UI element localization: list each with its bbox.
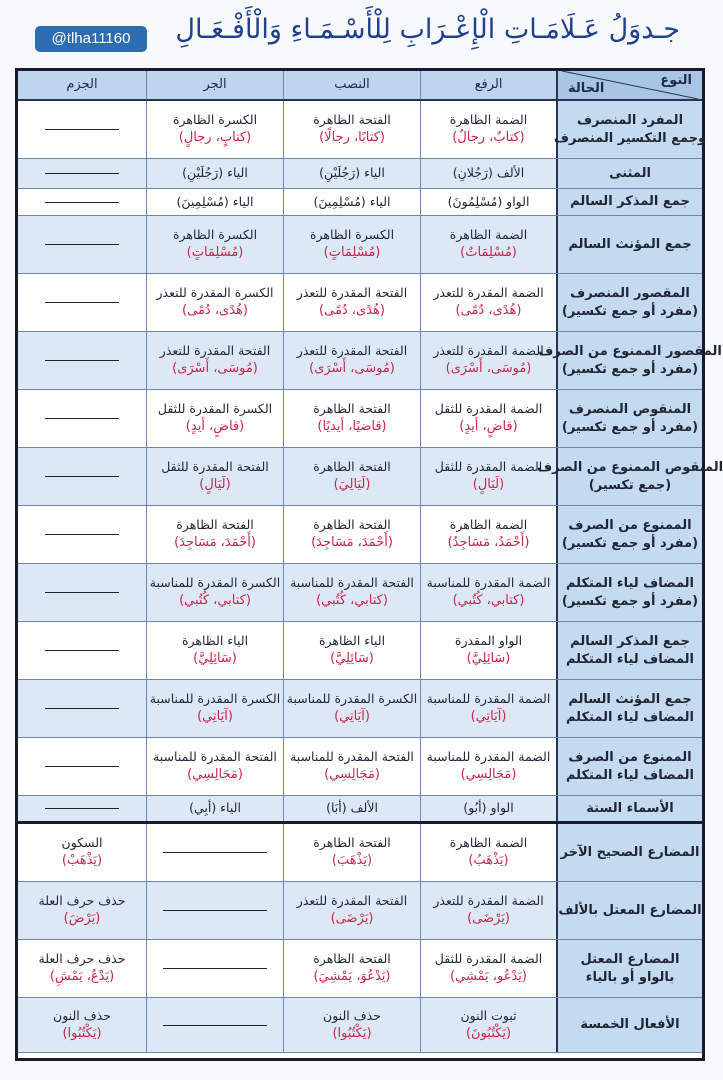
row-type-cell xyxy=(556,189,702,215)
jarr-example: (قاضٍ، أيدٍ) xyxy=(185,419,245,435)
jazm-cell xyxy=(18,101,146,158)
row-type-label: المقصور المنصرف xyxy=(570,285,690,301)
nasb-sign: الفتحة الظاهرة xyxy=(313,835,391,851)
not-applicable-dash xyxy=(163,910,267,911)
row-type-label: جمع المذكر السالم xyxy=(570,633,690,649)
jarr-cell xyxy=(146,622,283,679)
jarr-sign: الياء (رَجُلَيْنِ) xyxy=(182,165,248,181)
row-type-label: الأفعال الخمسة xyxy=(580,1017,680,1033)
table-row xyxy=(18,564,702,622)
row-type-cell xyxy=(556,390,702,447)
jarr-sign: الياء (أبِي) xyxy=(189,800,241,816)
jazm-cell xyxy=(18,622,146,679)
row-type-label: المضاف لياء المتكلم xyxy=(565,767,695,783)
jarr-example: (كتابي، كُتُبي) xyxy=(179,593,251,609)
row-type-label: جمع المؤنث السالم xyxy=(568,236,692,252)
nasb-sign: الفتحة المقدرة للتعذر xyxy=(296,285,408,301)
jarr-example: (سَائِلِيَّ) xyxy=(193,651,237,667)
nasb-example: (قاضيًا، أيديًا) xyxy=(317,419,387,435)
nasb-cell xyxy=(283,159,420,188)
row-type-cell xyxy=(556,506,702,563)
row-type-label: المنقوص الممنوع من الصرف xyxy=(536,459,723,475)
row-type-cell xyxy=(556,998,702,1052)
row-type-cell xyxy=(556,274,702,331)
nasb-sign: الفتحة المقدرة للمناسبة xyxy=(290,575,414,591)
not-applicable-dash xyxy=(45,592,119,593)
row-type-cell xyxy=(556,564,702,621)
not-applicable-dash xyxy=(45,650,119,651)
jarr-sign: الفتحة المقدرة للتعذر xyxy=(159,343,271,359)
nasb-example: (كتابي، كُتُبي) xyxy=(316,593,388,609)
header-split xyxy=(562,71,698,99)
nasb-sign: حذف النون xyxy=(323,1007,381,1023)
jarr-cell xyxy=(146,564,283,621)
nasb-cell xyxy=(283,390,420,447)
jazm-sign: حذف النون xyxy=(53,1007,111,1023)
row-type-label: الممنوع من الصرف xyxy=(568,749,692,765)
nasb-cell xyxy=(283,680,420,737)
nasb-cell xyxy=(283,506,420,563)
jazm-sign: السكون xyxy=(61,835,103,851)
not-applicable-dash xyxy=(45,808,119,809)
table-row xyxy=(18,882,702,940)
nasb-sign: الكسرة الظاهرة xyxy=(309,227,395,243)
row-type-cell xyxy=(556,796,702,821)
row-type-cell xyxy=(556,680,702,737)
raf-sign: الضمة المقدرة للثقل xyxy=(434,951,543,967)
jazm-example: (يَدْعُ، يَمْشِ) xyxy=(49,969,115,985)
nasb-cell xyxy=(283,882,420,939)
raf-cell xyxy=(420,564,556,621)
nasb-example: (سَائِلِيَّ) xyxy=(330,651,374,667)
table-row xyxy=(18,274,702,332)
nasb-example: (مَجَالِسِي) xyxy=(324,767,380,783)
row-type-label: الممنوع من الصرف xyxy=(568,517,692,533)
nasb-cell xyxy=(283,738,420,795)
jazm-cell xyxy=(18,824,146,881)
row-type-label: (مفرد أو جمع تكسير) xyxy=(561,303,699,319)
raf-example: (أَحْمَدُ، مَسَاجِدُ) xyxy=(447,535,530,551)
account-handle-badge: @tlha11160 xyxy=(35,26,147,52)
raf-sign: الضمة الظاهرة xyxy=(449,835,528,851)
jarr-cell xyxy=(146,882,283,939)
jarr-cell xyxy=(146,274,283,331)
raf-cell xyxy=(420,998,556,1052)
row-type-label: المنقوص المنصرف xyxy=(568,401,692,417)
table-row xyxy=(18,796,702,824)
jarr-cell xyxy=(146,101,283,158)
raf-sign: الضمة المقدرة للثقل xyxy=(434,401,543,417)
jazm-cell xyxy=(18,738,146,795)
jazm-cell xyxy=(18,998,146,1052)
jarr-sign: الكسرة المقدرة للتعذر xyxy=(156,285,274,301)
row-type-label: بالواو أو بالياء xyxy=(585,969,675,985)
raf-example: (هُدًى، دُمًى) xyxy=(455,303,522,319)
raf-example: (مُسْلِمَاتٌ) xyxy=(460,245,517,261)
jarr-cell xyxy=(146,216,283,273)
grammar-table xyxy=(15,68,723,1061)
nasb-example: (يَكْتُبُوا) xyxy=(332,1025,372,1041)
jazm-cell xyxy=(18,448,146,505)
nasb-cell xyxy=(283,332,420,389)
nasb-sign: الياء (مُسْلِمِينَ) xyxy=(313,193,391,209)
nasb-sign: الفتحة المقدرة للمناسبة xyxy=(290,749,414,765)
raf-sign: الضمة الظاهرة xyxy=(449,227,528,243)
raf-cell xyxy=(420,940,556,997)
nasb-sign: الياء (رَجُلَيْنِ) xyxy=(319,165,385,181)
not-applicable-dash xyxy=(45,129,119,130)
row-type-label: جمع المؤنث السالم xyxy=(568,691,692,707)
jarr-example: (مُوسَى، أَسْرَى) xyxy=(172,361,258,377)
header-type-label: النوع xyxy=(660,73,692,88)
nasb-sign: الفتحة الظاهرة xyxy=(313,951,391,967)
nasb-sign: الياء الظاهرة xyxy=(318,633,386,649)
nasb-cell xyxy=(283,940,420,997)
jarr-cell xyxy=(146,332,283,389)
page-header xyxy=(0,0,720,66)
raf-sign: الواو (أبُو) xyxy=(463,800,514,816)
jazm-cell xyxy=(18,390,146,447)
raf-cell xyxy=(420,738,556,795)
not-applicable-dash xyxy=(45,202,119,203)
not-applicable-dash xyxy=(45,173,119,174)
jarr-sign: الياء الظاهرة xyxy=(181,633,249,649)
nasb-example: (هُدًى، دُمًى) xyxy=(319,303,385,319)
not-applicable-dash xyxy=(45,708,119,709)
row-type-label: المثنى xyxy=(609,165,651,181)
nasb-example: (يَدْعُوَ، يَمْشِيَ) xyxy=(313,969,391,985)
raf-sign: ثبوت النون xyxy=(460,1007,517,1023)
jazm-cell xyxy=(18,332,146,389)
jarr-example: (مَجَالِسِي) xyxy=(187,767,243,783)
nasb-cell xyxy=(283,564,420,621)
jarr-example: (مُسْلِمَاتٍ) xyxy=(186,245,244,261)
jarr-cell xyxy=(146,680,283,737)
nasb-sign: الفتحة الظاهرة xyxy=(313,112,391,128)
table-row xyxy=(18,390,702,448)
jarr-cell xyxy=(146,390,283,447)
nasb-sign: الكسرة المقدرة للمناسبة xyxy=(286,691,418,707)
raf-example: (قاضٍ، أيدٍ) xyxy=(459,419,518,435)
raf-sign: الضمة المقدرة للمناسبة xyxy=(426,749,551,765)
header-type-state xyxy=(556,71,702,99)
table-row xyxy=(18,940,702,998)
nasb-example: (كتابًا، رجالًا) xyxy=(319,130,385,146)
raf-sign: الضمة المقدرة للتعذر xyxy=(433,343,544,359)
raf-sign: الضمة المقدرة للمناسبة xyxy=(426,575,551,591)
raf-example: (كتابٌ، رجالٌ) xyxy=(452,130,525,146)
row-type-cell xyxy=(556,738,702,795)
row-type-label: المفرد المنصرف xyxy=(576,112,684,128)
raf-cell xyxy=(420,824,556,881)
raf-example: (يَذْهَبُ) xyxy=(468,853,509,869)
nasb-cell xyxy=(283,796,420,821)
raf-cell xyxy=(420,622,556,679)
row-type-label: (مفرد أو جمع تكسير) xyxy=(561,535,699,551)
jarr-cell xyxy=(146,998,283,1052)
header-state-label: الحالة xyxy=(568,81,605,97)
header-jazm: الجزم xyxy=(18,71,146,99)
nasb-cell xyxy=(283,622,420,679)
raf-sign: الضمة الظاهرة xyxy=(449,517,528,533)
row-type-label: (مفرد أو جمع تكسير) xyxy=(561,361,699,377)
jazm-example: (يَذْهَبْ) xyxy=(61,853,103,869)
not-applicable-dash xyxy=(163,1025,267,1026)
jazm-cell xyxy=(18,680,146,737)
raf-cell xyxy=(420,882,556,939)
nasb-example: (أَحْمَدَ، مَسَاجِدَ) xyxy=(311,535,393,551)
nasb-cell xyxy=(283,189,420,215)
raf-example: (يَكْتُبُونَ) xyxy=(465,1025,512,1041)
raf-cell xyxy=(420,390,556,447)
not-applicable-dash xyxy=(163,852,267,853)
raf-cell xyxy=(420,680,556,737)
raf-cell xyxy=(420,159,556,188)
jarr-sign: الكسرة الظاهرة xyxy=(172,227,258,243)
jazm-cell xyxy=(18,216,146,273)
table-header-row xyxy=(18,71,702,101)
row-type-cell xyxy=(556,940,702,997)
row-type-label: المضارع المعتل بالألف xyxy=(558,902,702,918)
jarr-example: (كتابٍ، رجالٍ) xyxy=(178,130,252,146)
jazm-sign: حذف حرف العلة xyxy=(38,893,126,909)
not-applicable-dash xyxy=(45,476,119,477)
jarr-example: (آيَاتِي) xyxy=(197,709,233,725)
raf-cell xyxy=(420,101,556,158)
header-jarr: الجر xyxy=(146,71,283,99)
header-nasb: النصب xyxy=(283,71,420,99)
jazm-cell xyxy=(18,159,146,188)
not-applicable-dash xyxy=(45,244,119,245)
not-applicable-dash xyxy=(45,360,119,361)
jazm-cell xyxy=(18,940,146,997)
nasb-cell xyxy=(283,998,420,1052)
raf-example: (مَجَالِسِي) xyxy=(460,767,517,783)
page-title: جـدوَلُ عَـلَامَـاتِ الْإِعْـرَابِ لِلْأَسْـمَـاءِ وَالْأَفْـعَـالِ xyxy=(175,14,680,45)
raf-cell xyxy=(420,448,556,505)
raf-sign: الضمة المقدرة للتعذر xyxy=(433,285,544,301)
raf-example: (كتابي، كُتُبي) xyxy=(452,593,525,609)
nasb-sign: الفتحة الظاهرة xyxy=(313,401,391,417)
row-type-cell xyxy=(556,622,702,679)
table-row xyxy=(18,824,702,882)
jarr-sign: الكسرة المقدرة للمناسبة xyxy=(149,691,281,707)
raf-example: (يَدْعُو، يَمْشِي) xyxy=(450,969,527,985)
jarr-sign: الفتحة المقدرة للمناسبة xyxy=(153,749,277,765)
jazm-sign: حذف حرف العلة xyxy=(38,951,126,967)
nasb-cell xyxy=(283,216,420,273)
raf-cell xyxy=(420,332,556,389)
raf-cell xyxy=(420,216,556,273)
nasb-example: (آيَاتِي) xyxy=(334,709,370,725)
jarr-example: (هُدًى، دُمًى) xyxy=(182,303,248,319)
nasb-cell xyxy=(283,274,420,331)
raf-sign: الضمة الظاهرة xyxy=(449,112,528,128)
row-type-label: المضاف لياء المتكلم xyxy=(565,575,695,591)
row-type-label: المضارع الصحيح الآخر xyxy=(560,844,700,860)
header-raf: الرفع xyxy=(420,71,556,99)
not-applicable-dash xyxy=(45,534,119,535)
row-type-label: المقصور الممنوع من الصرف xyxy=(538,343,722,359)
nasb-example: (يَذْهَبَ) xyxy=(331,853,373,869)
row-type-cell xyxy=(538,332,722,389)
jazm-cell xyxy=(18,506,146,563)
jazm-cell xyxy=(18,564,146,621)
raf-example: (لَيَالٍ) xyxy=(472,477,505,493)
row-type-label: (مفرد أو جمع تكسير) xyxy=(561,419,699,435)
nasb-example: (مُسْلِمَاتٍ) xyxy=(323,245,381,261)
table-row xyxy=(18,216,702,274)
jazm-cell xyxy=(18,796,146,821)
jarr-cell xyxy=(146,824,283,881)
raf-example: (مُوسَى، أَسْرَى) xyxy=(445,361,532,377)
jarr-sign: الفتحة الظاهرة xyxy=(176,517,254,533)
row-type-label: المضاف لياء المتكلم xyxy=(565,709,695,725)
jazm-example: (يَكْتُبُوا) xyxy=(62,1025,102,1041)
nasb-sign: الفتحة الظاهرة xyxy=(313,459,391,475)
nasb-sign: الفتحة المقدرة للتعذر xyxy=(296,343,408,359)
not-applicable-dash xyxy=(163,968,267,969)
table-row xyxy=(18,189,702,216)
jarr-cell xyxy=(146,448,283,505)
raf-example: (سَائِلِيَّ) xyxy=(466,651,511,667)
table-row xyxy=(18,738,702,796)
row-type-cell xyxy=(556,159,702,188)
row-type-cell xyxy=(556,882,702,939)
row-type-label: جمع المذكر السالم xyxy=(570,194,690,210)
jazm-cell xyxy=(18,882,146,939)
not-applicable-dash xyxy=(45,302,119,303)
not-applicable-dash xyxy=(45,418,119,419)
jarr-cell xyxy=(146,506,283,563)
raf-cell xyxy=(420,506,556,563)
nasb-sign: الفتحة المقدرة للتعذر xyxy=(296,893,408,909)
jazm-cell xyxy=(18,274,146,331)
row-type-cell xyxy=(536,448,723,505)
table-row xyxy=(18,680,702,738)
jarr-sign: الياء (مُسْلِمِينَ) xyxy=(176,193,254,209)
row-type-cell xyxy=(556,824,702,881)
table-row xyxy=(18,101,707,159)
row-type-label: الأسماء الستة xyxy=(586,800,674,816)
row-type-label: (مفرد أو جمع تكسير) xyxy=(561,593,699,609)
raf-sign: الضمة المقدرة للمناسبة xyxy=(426,691,551,707)
jazm-example: (يَرْضَ) xyxy=(63,911,101,927)
row-type-cell xyxy=(553,101,707,158)
jazm-cell xyxy=(18,189,146,215)
raf-sign: الواو (مُسْلِمُونَ) xyxy=(447,193,530,209)
table-row xyxy=(18,159,702,189)
row-type-label: المضاف لياء المتكلم xyxy=(565,651,695,667)
not-applicable-dash xyxy=(45,766,119,767)
nasb-example: (مُوسَى، أَسْرَى) xyxy=(309,361,395,377)
nasb-cell xyxy=(283,824,420,881)
row-type-cell xyxy=(556,216,702,273)
jarr-sign: الكسرة الظاهرة xyxy=(172,112,258,128)
table-row xyxy=(18,448,723,506)
raf-example: (يَرْضَى) xyxy=(467,911,510,927)
jarr-cell xyxy=(146,738,283,795)
row-type-label: (جمع تكسير) xyxy=(588,477,672,493)
raf-sign: الضمة المقدرة للثقل xyxy=(434,459,543,475)
table-row xyxy=(18,332,722,390)
raf-sign: الواو المقدرة xyxy=(454,633,523,649)
raf-example: (آيَاتِي) xyxy=(470,709,507,725)
row-type-label: وجمع التكسير المنصرف xyxy=(553,130,707,146)
nasb-cell xyxy=(283,448,420,505)
nasb-example: (يَرْضَى) xyxy=(330,911,374,927)
row-type-label: المضارع المعتل xyxy=(580,951,680,967)
raf-cell xyxy=(420,796,556,821)
raf-cell xyxy=(420,274,556,331)
table-row xyxy=(18,506,702,564)
jarr-cell xyxy=(146,796,283,821)
nasb-sign: الألف (أبَا) xyxy=(326,800,378,816)
jarr-sign: الكسرة المقدرة للثقل xyxy=(157,401,273,417)
table-row xyxy=(18,622,702,680)
jarr-cell xyxy=(146,159,283,188)
jarr-sign: الفتحة المقدرة للثقل xyxy=(161,459,269,475)
jarr-cell xyxy=(146,940,283,997)
jarr-example: (أَحْمَدَ، مَسَاجِدَ) xyxy=(174,535,256,551)
nasb-example: (لَيَالِيَ) xyxy=(333,477,371,493)
nasb-sign: الفتحة الظاهرة xyxy=(313,517,391,533)
jarr-example: (لَيَالٍ) xyxy=(199,477,231,493)
nasb-cell xyxy=(283,101,420,158)
raf-sign: الألف (رَجُلانِ) xyxy=(452,165,525,181)
jarr-cell xyxy=(146,189,283,215)
jarr-sign: الكسرة المقدرة للمناسبة xyxy=(149,575,281,591)
table-row xyxy=(18,998,702,1053)
raf-sign: الضمة المقدرة للتعذر xyxy=(433,893,544,909)
raf-cell xyxy=(420,189,556,215)
